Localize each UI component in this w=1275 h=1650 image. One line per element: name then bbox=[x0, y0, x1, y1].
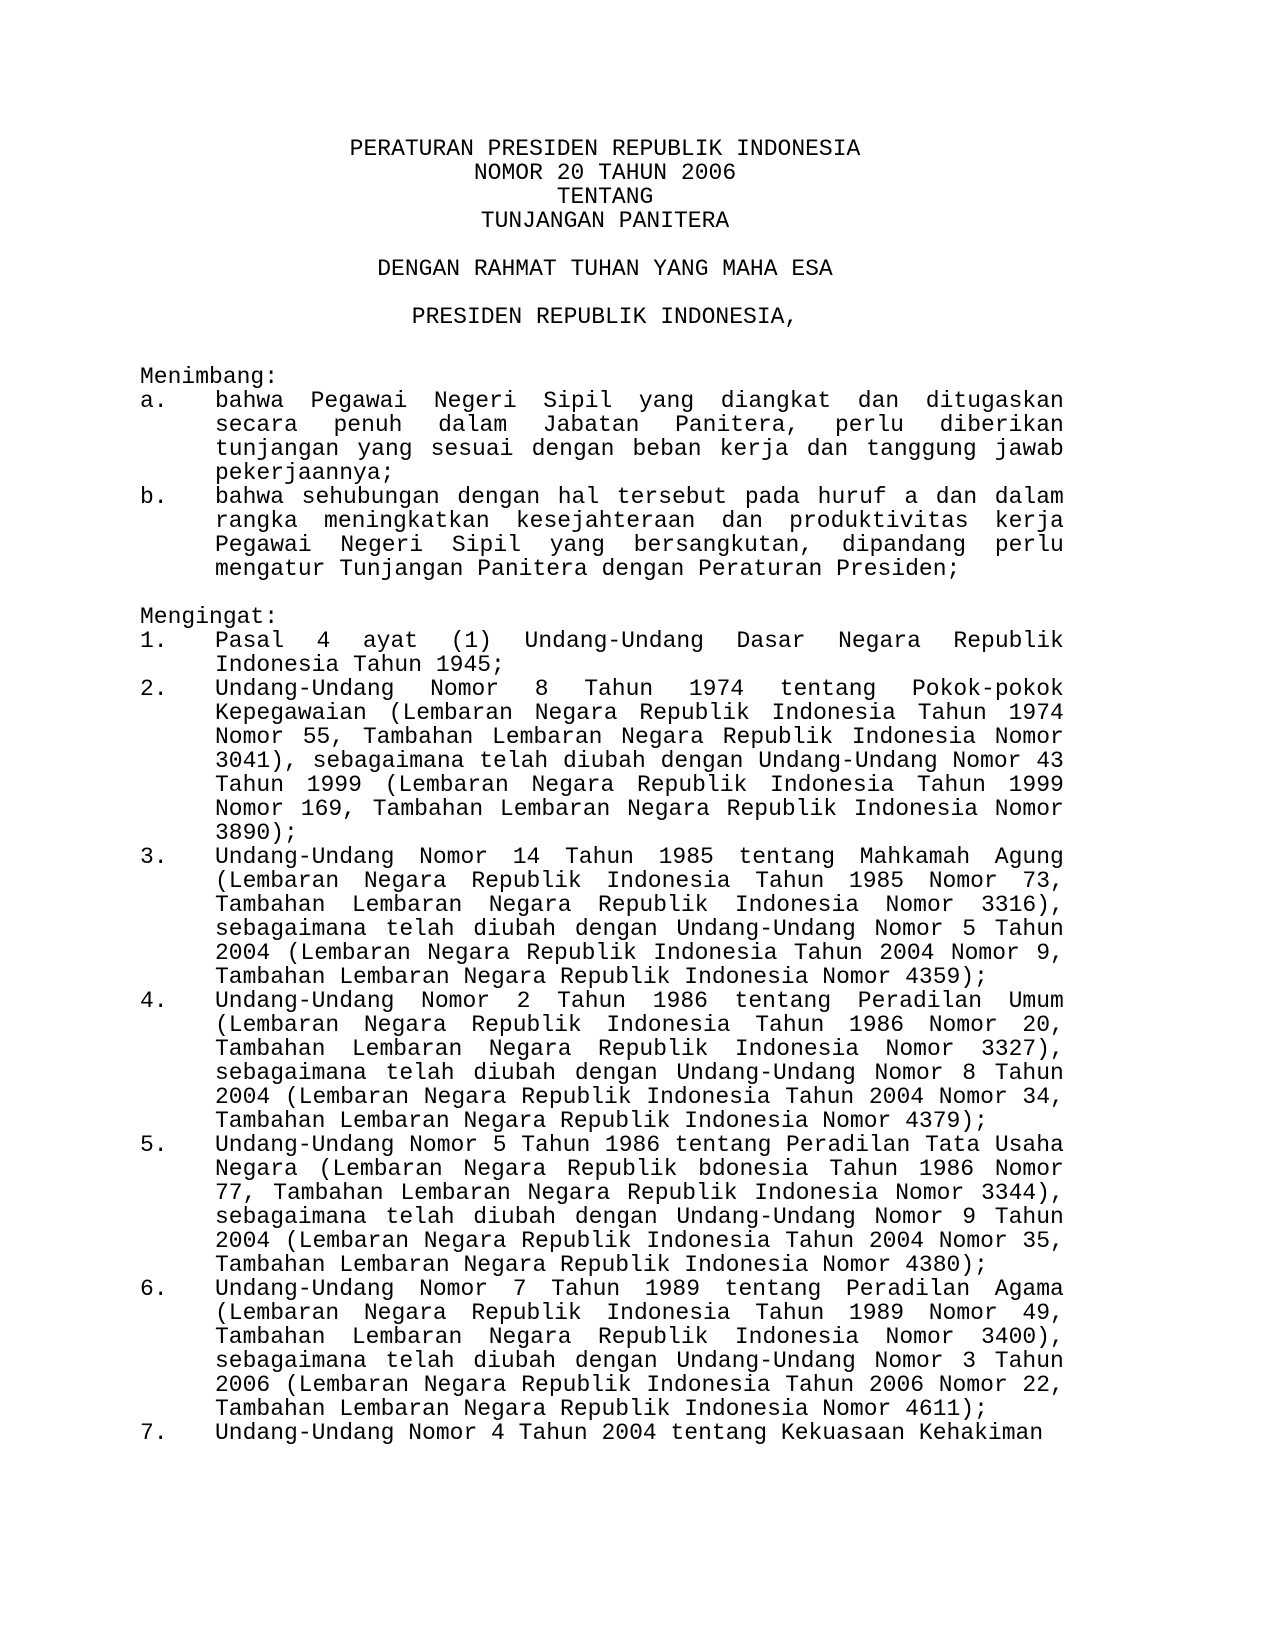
list-item-mengingat-6 bbox=[140, 1277, 1070, 1421]
item-label: 1. bbox=[140, 628, 168, 654]
item-label: 2. bbox=[140, 676, 168, 702]
doc-title-line-2: NOMOR 20 TAHUN 2006 bbox=[473, 160, 737, 186]
item-label: 6. bbox=[140, 1276, 168, 1302]
item-text: bahwa Pegawai Negeri Sipil yang diangkat dan ditugaskan secara penuh dalam Jabatan Panitera, perlu diberikan tunjangan yang sesuai dengan beban kerja dan tanggung jawab pekerjaannya; bbox=[215, 388, 1064, 486]
doc-title-line-4: TUNJANGAN PANITERA bbox=[480, 208, 730, 234]
mengingat-section bbox=[140, 605, 1070, 1445]
list-item-mengingat-3 bbox=[140, 845, 1070, 989]
item-label: b. bbox=[140, 484, 168, 510]
item-text: Undang-Undang Nomor 7 Tahun 1989 tentang Peradilan Agama (Lembaran Negara Republik Indonesia Tahun 1989 Nomor 49, Tambahan Lembaran Negara Republik Indonesia Nomor 3400), sebagaimana telah diubah dengan Undang-Undang Nomor 3 Tahun 2006 (Lembaran Negara Republik Indonesia Tahun 2006 Nomor 22, Tambahan Lembaran Negara Republik Indonesia Nomor 4611); bbox=[215, 1276, 1064, 1422]
item-text: Undang-Undang Nomor 2 Tahun 1986 tentang Peradilan Umum (Lembaran Negara Republik Indonesia Tahun 1986 Nomor 20, Tambahan Lembaran Negara Republik Indonesia Nomor 3327), sebagaimana telah diubah dengan Undang-Undang Nomor 8 Tahun 2004 (Lembaran Negara Republik Indonesia Tahun 2004 Nomor 34, Tambahan Lembaran Negara Republik Indonesia Nomor 4379); bbox=[215, 988, 1064, 1134]
spacer bbox=[140, 581, 1070, 605]
menimbang-heading: Menimbang: bbox=[140, 364, 279, 390]
spacer bbox=[140, 281, 1070, 305]
document-content bbox=[140, 137, 1070, 1445]
item-text: Pasal 4 ayat (1) Undang-Undang Dasar Negara Republik Indonesia Tahun 1945; bbox=[215, 628, 1064, 678]
item-label: 4. bbox=[140, 988, 168, 1014]
item-text: Undang-Undang Nomor 4 Tahun 2004 tentang Kekuasaan Kehakiman bbox=[215, 1420, 1044, 1446]
invocation-text: DENGAN RAHMAT TUHAN YANG MAHA ESA bbox=[377, 256, 833, 282]
spacer bbox=[140, 329, 1070, 365]
doc-title-line-3: TENTANG bbox=[556, 184, 654, 210]
item-text: Undang-Undang Nomor 14 Tahun 1985 tentang Mahkamah Agung (Lembaran Negara Republik Indonesia Tahun 1985 Nomor 73, Tambahan Lembaran Negara Republik Indonesia Nomor 3316), sebagaimana telah diubah dengan Undang-Undang Nomor 5 Tahun 2004 (Lembaran Negara Republik Indonesia Tahun 2004 Nomor 9, Tambahan Lembaran Negara Republik Indonesia Nomor 4359); bbox=[215, 844, 1064, 990]
list-item-menimbang-a bbox=[140, 389, 1070, 485]
item-text: Undang-Undang Nomor 8 Tahun 1974 tentang Pokok-pokok Kepegawaian (Lembaran Negara Republik Indonesia Tahun 1974 Nomor 55, Tambahan Lembaran Negara Republik Indonesia Nomor 3041), sebagaimana telah diubah dengan Undang-Undang Nomor 43 Tahun 1999 (Lembaran Negara Republik Indonesia Tahun 1999 Nomor 169, Tambahan Lembaran Negara Republik Indonesia Nomor 3890); bbox=[215, 676, 1064, 846]
list-item-mengingat-7 bbox=[140, 1421, 1070, 1445]
item-label: 7. bbox=[140, 1420, 168, 1446]
list-item-mengingat-5 bbox=[140, 1133, 1070, 1277]
list-item-mengingat-4 bbox=[140, 989, 1070, 1133]
list-item-menimbang-b bbox=[140, 485, 1070, 581]
document-header bbox=[140, 137, 1070, 329]
doc-title-line-1: PERATURAN PRESIDEN REPUBLIK INDONESIA bbox=[349, 136, 861, 162]
spacer bbox=[140, 233, 1070, 257]
list-item-mengingat-2 bbox=[140, 677, 1070, 845]
list-item-mengingat-1 bbox=[140, 629, 1070, 677]
item-text: Undang-Undang Nomor 5 Tahun 1986 tentang Peradilan Tata Usaha Negara (Lembaran Negara Republik bdonesia Tahun 1986 Nomor 77, Tambahan Lembaran Negara Republik Indonesia Nomor 3344), sebagaimana telah diubah dengan Undang-Undang Nomor 9 Tahun 2004 (Lembaran Negara Republik Indonesia Tahun 2004 Nomor 35, Tambahan Lembaran Negara Republik Indonesia Nomor 4380); bbox=[215, 1132, 1064, 1278]
issuer-text: PRESIDEN REPUBLIK INDONESIA, bbox=[411, 304, 799, 330]
item-label: 3. bbox=[140, 844, 168, 870]
menimbang-section bbox=[140, 365, 1070, 581]
item-label: 5. bbox=[140, 1132, 168, 1158]
item-text: bahwa sehubungan dengan hal tersebut pada huruf a dan dalam rangka meningkatkan kesejahteraan dan produktivitas kerja Pegawai Negeri Sipil yang bersangkutan, dipandang perlu mengatur Tunjangan Panitera dengan Peraturan Presiden; bbox=[215, 484, 1064, 582]
mengingat-heading: Mengingat: bbox=[140, 604, 279, 630]
item-label: a. bbox=[140, 388, 168, 414]
